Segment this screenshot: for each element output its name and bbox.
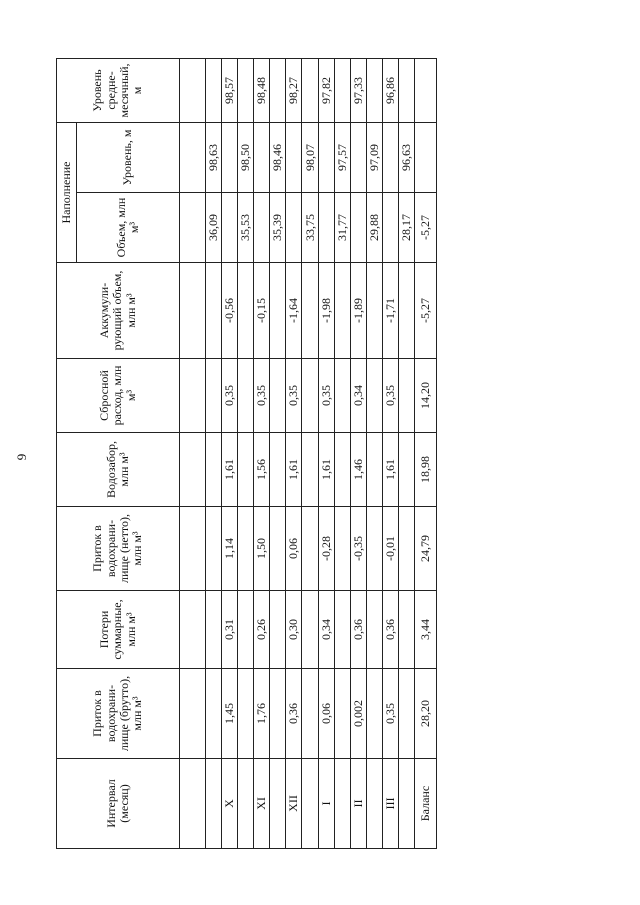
page-number: 9 bbox=[14, 453, 29, 461]
cell-withdrawal: 1,61 bbox=[382, 433, 398, 507]
cell-inflow-gross: 0,36 bbox=[286, 669, 302, 759]
cell-withdrawal: 1,61 bbox=[318, 433, 334, 507]
table-row-month bbox=[318, 58, 334, 848]
rotated-table-container bbox=[56, 59, 437, 849]
cell-losses: 0,30 bbox=[286, 591, 302, 669]
cell-month: III bbox=[382, 759, 398, 849]
cell-accumulated: -0,56 bbox=[222, 263, 238, 359]
cell-accumulated: -1,98 bbox=[318, 263, 334, 359]
cell-volume: 31,77 bbox=[334, 193, 350, 263]
cell-discharge: 0,35 bbox=[286, 359, 302, 433]
header-filling-volume: Объем, млн м³ bbox=[77, 193, 180, 263]
cell-accumulated: -5,27 bbox=[414, 263, 436, 359]
cell-inflow-net: -0,35 bbox=[350, 507, 366, 591]
table-row-boundary bbox=[398, 58, 414, 848]
cell-losses: 0,34 bbox=[318, 591, 334, 669]
cell-volume: 35,39 bbox=[270, 193, 286, 263]
table-row-boundary bbox=[270, 58, 286, 848]
cell-month: I bbox=[318, 759, 334, 849]
cell-losses: 0,36 bbox=[350, 591, 366, 669]
cell-accumulated: -1,64 bbox=[286, 263, 302, 359]
cell-discharge: 0,35 bbox=[382, 359, 398, 433]
cell-level: 97,09 bbox=[366, 122, 382, 192]
table-row-month bbox=[222, 58, 238, 848]
header-discharge: Сбросной расход, млн м³ bbox=[57, 359, 180, 433]
cell-month: XI bbox=[254, 759, 270, 849]
header-avg-level: Уровень средне-месячный, м bbox=[57, 58, 180, 122]
cell-accumulated: -0,15 bbox=[254, 263, 270, 359]
cell-accumulated: -1,71 bbox=[382, 263, 398, 359]
table-row-boundary bbox=[302, 58, 318, 848]
cell-volume: 35,53 bbox=[238, 193, 254, 263]
cell-volume: 28,17 bbox=[398, 193, 414, 263]
header-withdrawal: Водозабор, млн м³ bbox=[57, 433, 180, 507]
cell-level: 98,46 bbox=[270, 122, 286, 192]
cell-discharge: 0,35 bbox=[222, 359, 238, 433]
cell-level: 98,07 bbox=[302, 122, 318, 192]
cell-level: 97,57 bbox=[334, 122, 350, 192]
reservoir-balance-table bbox=[56, 58, 437, 849]
cell-avg-level: 97,33 bbox=[350, 58, 366, 122]
cell-avg-level: 98,48 bbox=[254, 58, 270, 122]
cell-avg-level: 97,82 bbox=[318, 58, 334, 122]
cell-inflow-gross: 1,76 bbox=[254, 669, 270, 759]
header-accumulated: Аккумули-рующий объем, млн м³ bbox=[57, 263, 180, 359]
cell-discharge: 0,35 bbox=[318, 359, 334, 433]
cell-balance-label: Баланс bbox=[414, 759, 436, 849]
cell-withdrawal: 1,61 bbox=[286, 433, 302, 507]
cell-withdrawal: 1,56 bbox=[254, 433, 270, 507]
table-row-boundary bbox=[334, 58, 350, 848]
cell-accumulated: -1,89 bbox=[350, 263, 366, 359]
cell-volume: 33,75 bbox=[302, 193, 318, 263]
table-row-blank bbox=[180, 58, 206, 848]
cell-inflow-net: -0,01 bbox=[382, 507, 398, 591]
header-interval: Интервал (месяц) bbox=[57, 759, 180, 849]
table-row-boundary bbox=[238, 58, 254, 848]
cell-level: 98,50 bbox=[238, 122, 254, 192]
cell-losses: 0,36 bbox=[382, 591, 398, 669]
table-row-month bbox=[350, 58, 366, 848]
cell-month: II bbox=[350, 759, 366, 849]
cell-discharge: 14,20 bbox=[414, 359, 436, 433]
cell-withdrawal: 1,46 bbox=[350, 433, 366, 507]
header-inflow-net: Приток в водохрани-лище (нетто), млн м³ bbox=[57, 507, 180, 591]
cell-withdrawal: 18,98 bbox=[414, 433, 436, 507]
cell-losses: 0,26 bbox=[254, 591, 270, 669]
cell-losses: 3,44 bbox=[414, 591, 436, 669]
cell-discharge: 0,34 bbox=[350, 359, 366, 433]
header-filling-level: Уровень, м bbox=[77, 122, 180, 192]
table-row-boundary bbox=[366, 58, 382, 848]
cell-inflow-net: 1,50 bbox=[254, 507, 270, 591]
cell-level: 96,63 bbox=[398, 122, 414, 192]
cell-inflow-gross: 0,35 bbox=[382, 669, 398, 759]
cell-avg-level: 98,27 bbox=[286, 58, 302, 122]
table-row-month bbox=[254, 58, 270, 848]
cell-inflow-net: 24,79 bbox=[414, 507, 436, 591]
table-row-month bbox=[382, 58, 398, 848]
header-filling-group: Наполнение bbox=[57, 122, 77, 262]
cell-volume: -5,27 bbox=[414, 193, 436, 263]
header-inflow-gross: Приток в водохрани-лище (брутто), млн м³ bbox=[57, 669, 180, 759]
table-row-month bbox=[286, 58, 302, 848]
cell-avg-level: 96,86 bbox=[382, 58, 398, 122]
header-losses: Потери суммарные, млн м³ bbox=[57, 591, 180, 669]
cell-volume: 36,09 bbox=[206, 193, 222, 263]
cell-inflow-net: -0,28 bbox=[318, 507, 334, 591]
cell-level: 98,63 bbox=[206, 122, 222, 192]
cell-inflow-gross: 1,45 bbox=[222, 669, 238, 759]
table-row-balance bbox=[414, 58, 436, 848]
table-row-boundary bbox=[206, 58, 222, 848]
cell-inflow-gross: 28,20 bbox=[414, 669, 436, 759]
cell-discharge: 0,35 bbox=[254, 359, 270, 433]
cell-month: XII bbox=[286, 759, 302, 849]
cell-inflow-net: 0,06 bbox=[286, 507, 302, 591]
cell-volume: 29,88 bbox=[366, 193, 382, 263]
cell-avg-level: 98,57 bbox=[222, 58, 238, 122]
cell-losses: 0,31 bbox=[222, 591, 238, 669]
cell-withdrawal: 1,61 bbox=[222, 433, 238, 507]
cell-inflow-gross: 0,002 bbox=[350, 669, 366, 759]
cell-inflow-net: 1,14 bbox=[222, 507, 238, 591]
cell-month: X bbox=[222, 759, 238, 849]
cell-inflow-gross: 0,06 bbox=[318, 669, 334, 759]
